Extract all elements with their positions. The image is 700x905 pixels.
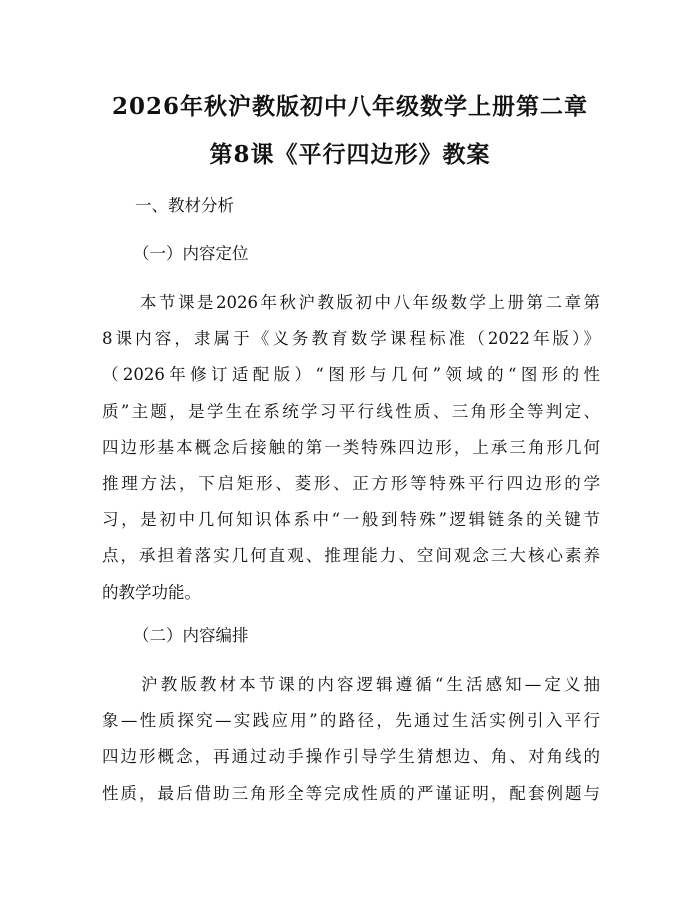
paragraph-line: 质”主题，是学生在系统学习平行线性质、三角形全等判定、 [102, 401, 600, 421]
subsection-heading-content-arrangement: （二）内容编排 [133, 626, 249, 645]
paragraph-line: 性质，最后借助三角形全等完成性质的严谨证明，配套例题与 [102, 783, 600, 803]
document-title-line-1: 2026年秋沪教版初中八年级数学上册第二章 [111, 93, 588, 120]
paragraph-content-arrangement [102, 667, 600, 812]
paragraph-line: 四边形概念，再通过动手操作引导学生猜想边、角、对角线的 [102, 747, 600, 767]
section-heading-teaching-material-analysis: 一、教材分析 [135, 196, 234, 215]
paragraph-line: 习，是初中几何知识体系中“一般到特殊”逻辑链条的关键节 [102, 510, 600, 530]
paragraph-line: 四边形基本概念后接触的第一类特殊四边形，上承三角形几何 [102, 437, 600, 457]
paragraph-content-positioning [102, 285, 600, 611]
paragraph-line: 沪教版教材本节课的内容逻辑遵循“生活感知—定义抽 [102, 675, 600, 694]
paragraph-line: 象—性质探究—实践应用”的路径，先通过生活实例引入平行 [102, 711, 600, 731]
document-title-line-2: 第8课《平行四边形》教案 [209, 141, 491, 168]
paragraph-line: 的教学功能。 [102, 582, 201, 602]
paragraph-line: 点，承担着落实几何直观、推理能力、空间观念三大核心素养 [102, 546, 600, 566]
paragraph-line: 本节课是2026年秋沪教版初中八年级数学上册第二章第 [102, 293, 600, 312]
paragraph-line: 8课内容，隶属于《义务教育数学课程标准（2022年版）》 [102, 329, 600, 349]
paragraph-line: （2026年修订适配版）“图形与几何”领域的“图形的性 [102, 365, 600, 385]
paragraph-line: 推理方法，下启矩形、菱形、正方形等特殊平行四边形的学 [102, 473, 600, 493]
subsection-heading-content-positioning: （一）内容定位 [133, 244, 249, 263]
